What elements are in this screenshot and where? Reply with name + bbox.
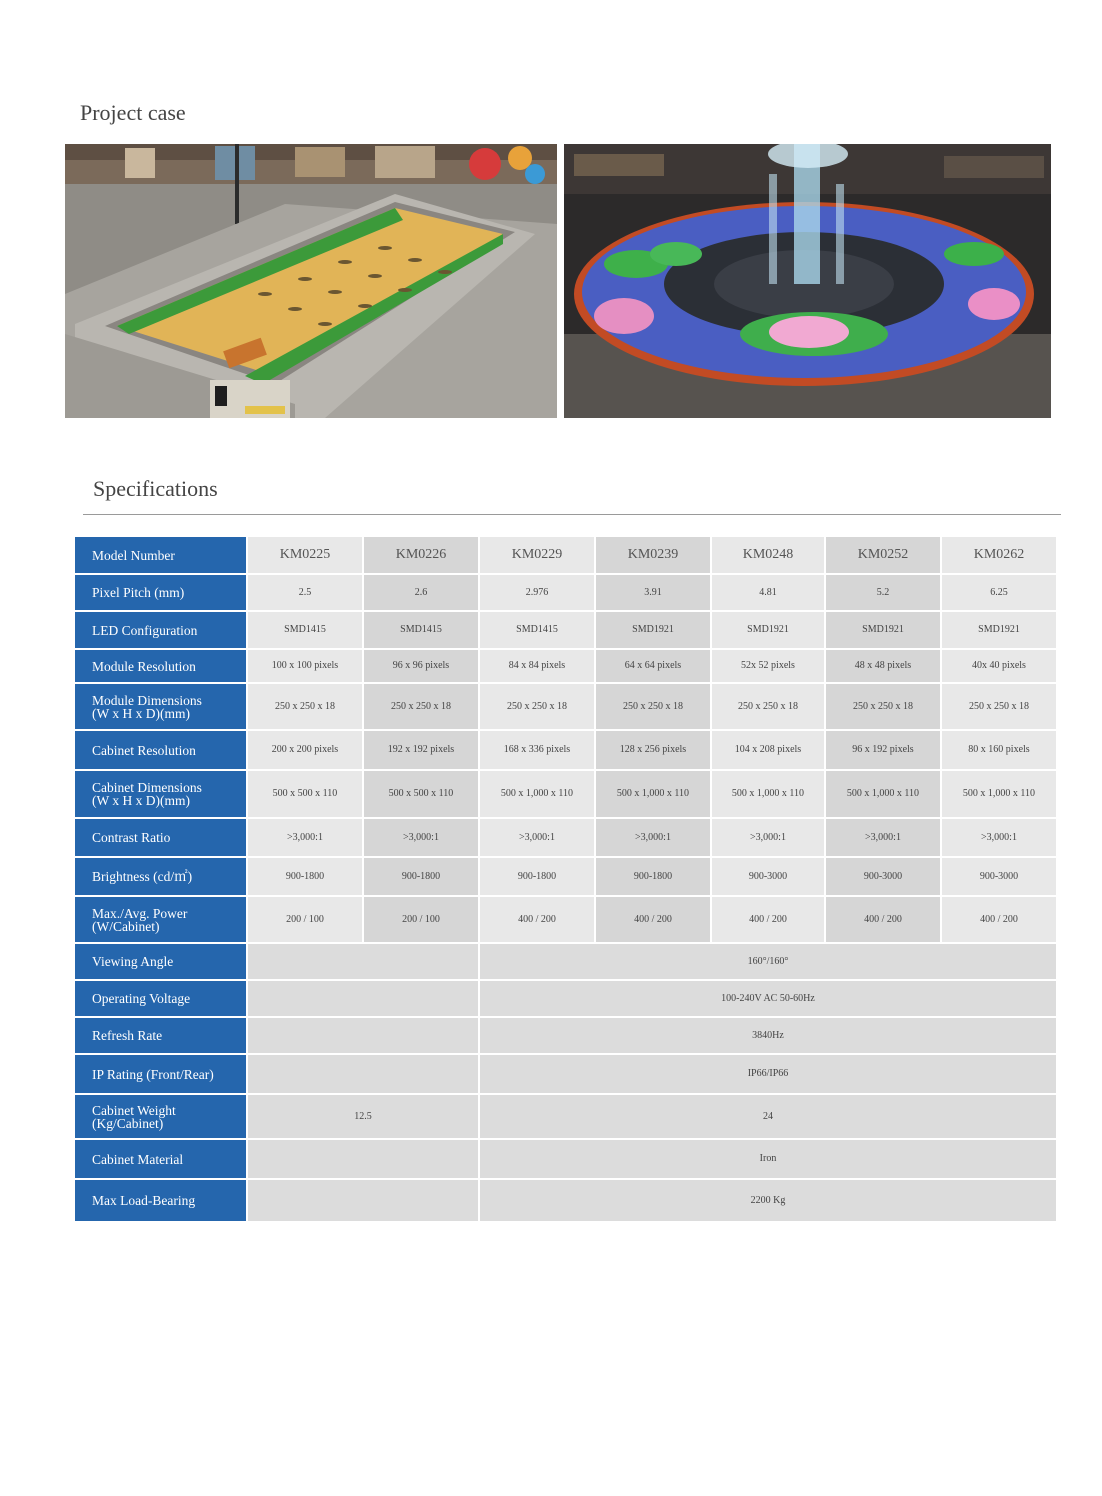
table-cell — [247, 980, 479, 1017]
row-label-line: (W x H x D)(mm) — [92, 793, 190, 808]
table-cell: 250 x 250 x 18 — [825, 683, 941, 730]
table-cell: 500 x 500 x 110 — [247, 770, 363, 818]
table-cell: 12.5 — [247, 1094, 479, 1139]
table-cell: 84 x 84 pixels — [479, 649, 595, 683]
table-cell: 5.2 — [825, 574, 941, 611]
table-cell: >3,000:1 — [595, 818, 711, 857]
table-cell: 3840Hz — [479, 1017, 1057, 1054]
table-row-cabinet-resolution — [75, 730, 1057, 770]
table-cell — [247, 943, 479, 980]
table-cell: 40x 40 pixels — [941, 649, 1057, 683]
table-cell — [247, 1179, 479, 1222]
row-label: Brightness (cd/㎡) — [75, 857, 247, 896]
row-label-line: (W/Cabinet) — [92, 918, 160, 934]
table-cell: >3,000:1 — [247, 818, 363, 857]
table-cell: 2200 Kg — [479, 1179, 1057, 1222]
table-cell: IP66/IP66 — [479, 1054, 1057, 1094]
table-cell: 100 x 100 pixels — [247, 649, 363, 683]
table-cell: 500 x 1,000 x 110 — [595, 770, 711, 818]
table-cell: 900-1800 — [479, 857, 595, 896]
table-cell: 200 / 100 — [363, 896, 479, 943]
table-cell: 104 x 208 pixels — [711, 730, 825, 770]
table-cell: 250 x 250 x 18 — [247, 683, 363, 730]
table-row-cabinet-weight — [75, 1094, 1057, 1139]
table-cell: 900-3000 — [941, 857, 1057, 896]
table-cell: KM0252 — [825, 536, 941, 574]
table-cell: KM0226 — [363, 536, 479, 574]
table-row-led-configuration — [75, 611, 1057, 649]
row-label-line: (W x H x D)(mm) — [92, 705, 190, 721]
table-cell: 900-3000 — [711, 857, 825, 896]
table-cell: >3,000:1 — [941, 818, 1057, 857]
table-cell: KM0225 — [247, 536, 363, 574]
table-cell: 96 x 96 pixels — [363, 649, 479, 683]
table-row-contrast-ratio — [75, 818, 1057, 857]
table-cell: KM0262 — [941, 536, 1057, 574]
table-cell: 52x 52 pixels — [711, 649, 825, 683]
table-cell: 400 / 200 — [479, 896, 595, 943]
table-cell: 250 x 250 x 18 — [941, 683, 1057, 730]
table-row-refresh-rate — [75, 1017, 1057, 1054]
table-cell: >3,000:1 — [825, 818, 941, 857]
project-case-heading: Project case — [80, 100, 186, 125]
table-row-module-dimensions — [75, 683, 1057, 730]
table-row-operating-voltage — [75, 980, 1057, 1017]
table-cell: 500 x 500 x 110 — [363, 770, 479, 818]
row-label — [75, 770, 247, 818]
row-label: Pixel Pitch (mm) — [75, 574, 247, 611]
row-label — [75, 896, 247, 943]
table-row-cabinet-dimensions — [75, 770, 1057, 818]
table-cell: 900-1800 — [247, 857, 363, 896]
row-label-line: Cabinet Weight — [92, 1102, 176, 1118]
table-row-module-resolution — [75, 649, 1057, 683]
table-row-cabinet-material — [75, 1139, 1057, 1179]
table-cell: 400 / 200 — [941, 896, 1057, 943]
table-cell: 900-1800 — [363, 857, 479, 896]
table-cell: SMD1921 — [595, 611, 711, 649]
row-label — [75, 683, 247, 730]
table-cell: 250 x 250 x 18 — [595, 683, 711, 730]
table-cell: 168 x 336 pixels — [479, 730, 595, 770]
table-cell: 96 x 192 pixels — [825, 730, 941, 770]
table-cell: >3,000:1 — [363, 818, 479, 857]
table-cell: 500 x 1,000 x 110 — [941, 770, 1057, 818]
heading-divider — [83, 514, 1061, 515]
table-cell: 192 x 192 pixels — [363, 730, 479, 770]
row-label: Max Load-Bearing — [75, 1179, 247, 1222]
table-cell: 200 x 200 pixels — [247, 730, 363, 770]
table-cell: 48 x 48 pixels — [825, 649, 941, 683]
table-cell: 80 x 160 pixels — [941, 730, 1057, 770]
table-cell: Iron — [479, 1139, 1057, 1179]
row-label: Cabinet Resolution — [75, 730, 247, 770]
row-label — [75, 1094, 247, 1139]
table-cell: KM0248 — [711, 536, 825, 574]
table-row-ip-rating — [75, 1054, 1057, 1094]
table-cell: KM0229 — [479, 536, 595, 574]
table-cell: SMD1921 — [711, 611, 825, 649]
table-cell: 200 / 100 — [247, 896, 363, 943]
table-row-max-load-bearing — [75, 1179, 1057, 1222]
table-cell — [247, 1017, 479, 1054]
row-label: IP Rating (Front/Rear) — [75, 1054, 247, 1094]
table-cell — [247, 1139, 479, 1179]
table-cell: 400 / 200 — [825, 896, 941, 943]
row-label: Refresh Rate — [75, 1017, 247, 1054]
table-cell: 500 x 1,000 x 110 — [479, 770, 595, 818]
row-label: Contrast Ratio — [75, 818, 247, 857]
table-cell: SMD1415 — [363, 611, 479, 649]
table-cell: KM0239 — [595, 536, 711, 574]
table-cell — [247, 1054, 479, 1094]
row-label-line: Cabinet Dimensions — [92, 780, 202, 795]
table-row-viewing-angle — [75, 943, 1057, 980]
table-cell: 250 x 250 x 18 — [711, 683, 825, 730]
table-cell: SMD1415 — [247, 611, 363, 649]
table-cell: 500 x 1,000 x 110 — [711, 770, 825, 818]
table-cell: 128 x 256 pixels — [595, 730, 711, 770]
table-cell: SMD1921 — [825, 611, 941, 649]
table-cell: >3,000:1 — [711, 818, 825, 857]
table-cell: 6.25 — [941, 574, 1057, 611]
row-label: Model Number — [75, 536, 247, 574]
table-cell: 400 / 200 — [711, 896, 825, 943]
row-label: LED Configuration — [75, 611, 247, 649]
table-row-pixel-pitch — [75, 574, 1057, 611]
table-cell: SMD1415 — [479, 611, 595, 649]
project-photo-fountain-led-floor — [564, 144, 1051, 418]
row-label: Cabinet Material — [75, 1139, 247, 1179]
row-label: Module Resolution — [75, 649, 247, 683]
row-label: Operating Voltage — [75, 980, 247, 1017]
table-cell: 400 / 200 — [595, 896, 711, 943]
table-cell: 250 x 250 x 18 — [479, 683, 595, 730]
table-row-model-number — [75, 536, 1057, 574]
row-label-line: Module Dimensions — [92, 692, 202, 708]
project-photo-led-floor-runway — [65, 144, 557, 418]
row-label-line: (Kg/Cabinet) — [92, 1115, 164, 1131]
table-cell: 3.91 — [595, 574, 711, 611]
table-cell: >3,000:1 — [479, 818, 595, 857]
table-cell: 2.6 — [363, 574, 479, 611]
table-cell: 500 x 1,000 x 110 — [825, 770, 941, 818]
specifications-table — [75, 535, 1058, 1223]
table-cell: 2.976 — [479, 574, 595, 611]
specifications-heading: Specifications — [93, 476, 218, 501]
table-cell: 24 — [479, 1094, 1057, 1139]
table-row-power — [75, 896, 1057, 943]
table-cell: 250 x 250 x 18 — [363, 683, 479, 730]
table-cell: 900-3000 — [825, 857, 941, 896]
table-row-brightness — [75, 857, 1057, 896]
table-cell: 100-240V AC 50-60Hz — [479, 980, 1057, 1017]
table-cell: SMD1921 — [941, 611, 1057, 649]
table-cell: 4.81 — [711, 574, 825, 611]
row-label-line: Max./Avg. Power — [92, 905, 188, 921]
table-cell: 2.5 — [247, 574, 363, 611]
table-cell: 900-1800 — [595, 857, 711, 896]
row-label: Viewing Angle — [75, 943, 247, 980]
table-cell: 160°/160° — [479, 943, 1057, 980]
table-cell: 64 x 64 pixels — [595, 649, 711, 683]
